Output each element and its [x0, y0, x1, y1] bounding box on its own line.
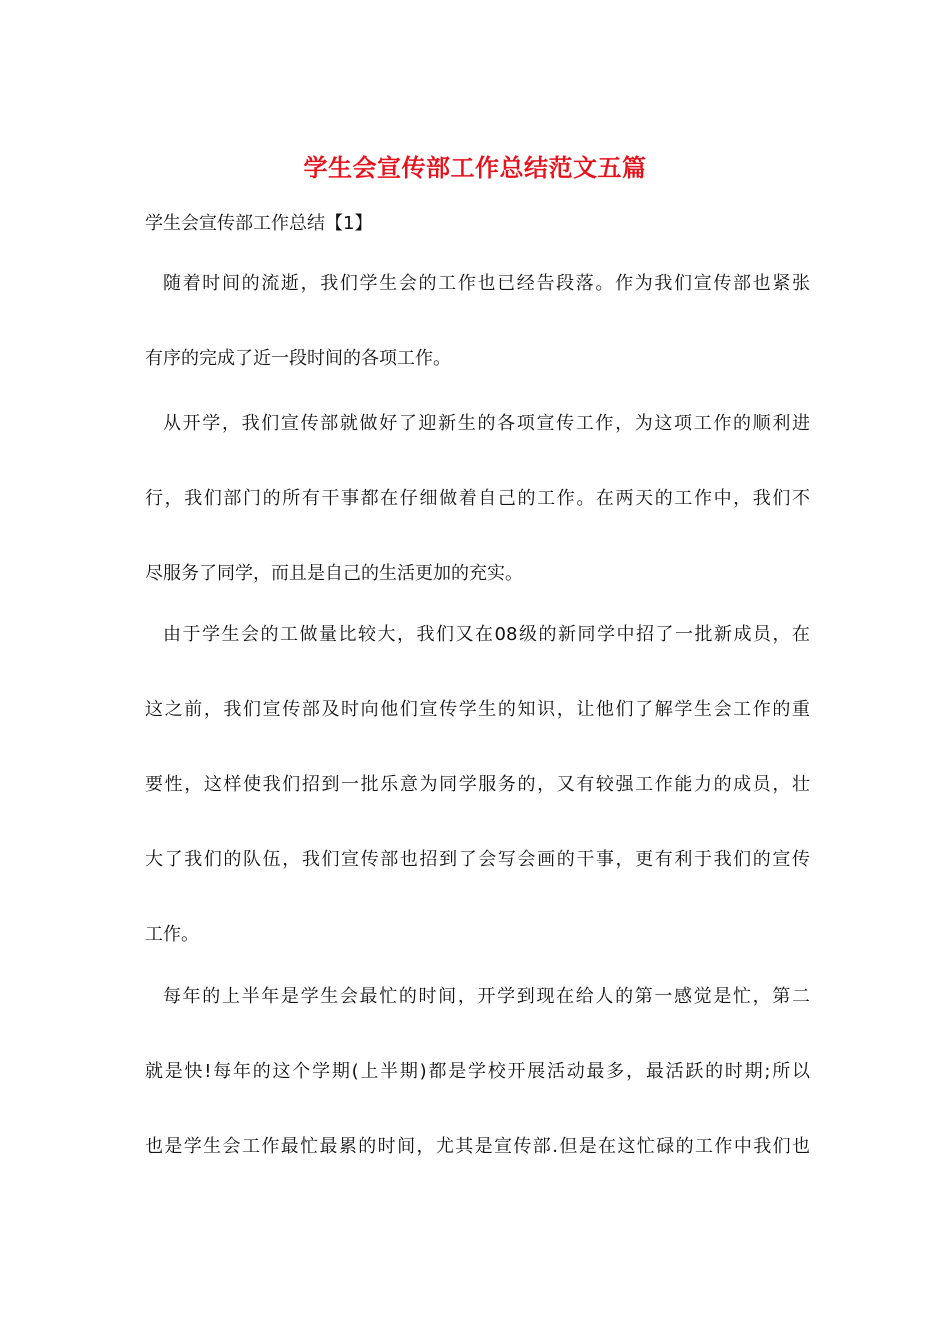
paragraph-line: 由于学生会的工做量比较大，我们又在08级的新同学中招了一批新成员，在 [163, 624, 810, 645]
paragraph-line: 行，我们部门的所有干事都在仔细做着自己的工作。在两天的工作中，我们不 [145, 488, 810, 509]
paragraph-line: 这之前，我们宣传部及时向他们宣传学生的知识，让他们了解学生会工作的重 [145, 699, 810, 720]
section-heading: 学生会宣传部工作总结【1】 [145, 213, 373, 234]
paragraph-line: 尽服务了同学，而且是自己的生活更加的充实。 [145, 563, 523, 584]
document-title: 学生会宣传部工作总结范文五篇 [303, 154, 647, 182]
paragraph-line: 也是学生会工作最忙最累的时间，尤其是宣传部.但是在这忙碌的工作中我们也 [145, 1136, 810, 1157]
paragraph-line: 工作。 [145, 924, 199, 945]
paragraph-line: 就是快!每年的这个学期(上半期)都是学校开展活动最多，最活跃的时期;所以 [145, 1061, 810, 1082]
paragraph-line: 每年的上半年是学生会最忙的时间，开学到现在给人的第一感觉是忙，第二 [163, 986, 810, 1007]
paragraph-line: 有序的完成了近一段时间的各项工作。 [145, 348, 451, 369]
paragraph-line: 要性，这样使我们招到一批乐意为同学服务的，又有较强工作能力的成员，壮 [145, 774, 810, 795]
paragraph-line: 大了我们的队伍，我们宣传部也招到了会写会画的干事，更有利于我们的宣传 [145, 849, 810, 870]
paragraph-line: 从开学，我们宣传部就做好了迎新生的各项宣传工作，为这项工作的顺利进 [163, 413, 810, 434]
paragraph-line: 随着时间的流逝，我们学生会的工作也已经告段落。作为我们宣传部也紧张 [163, 273, 810, 294]
